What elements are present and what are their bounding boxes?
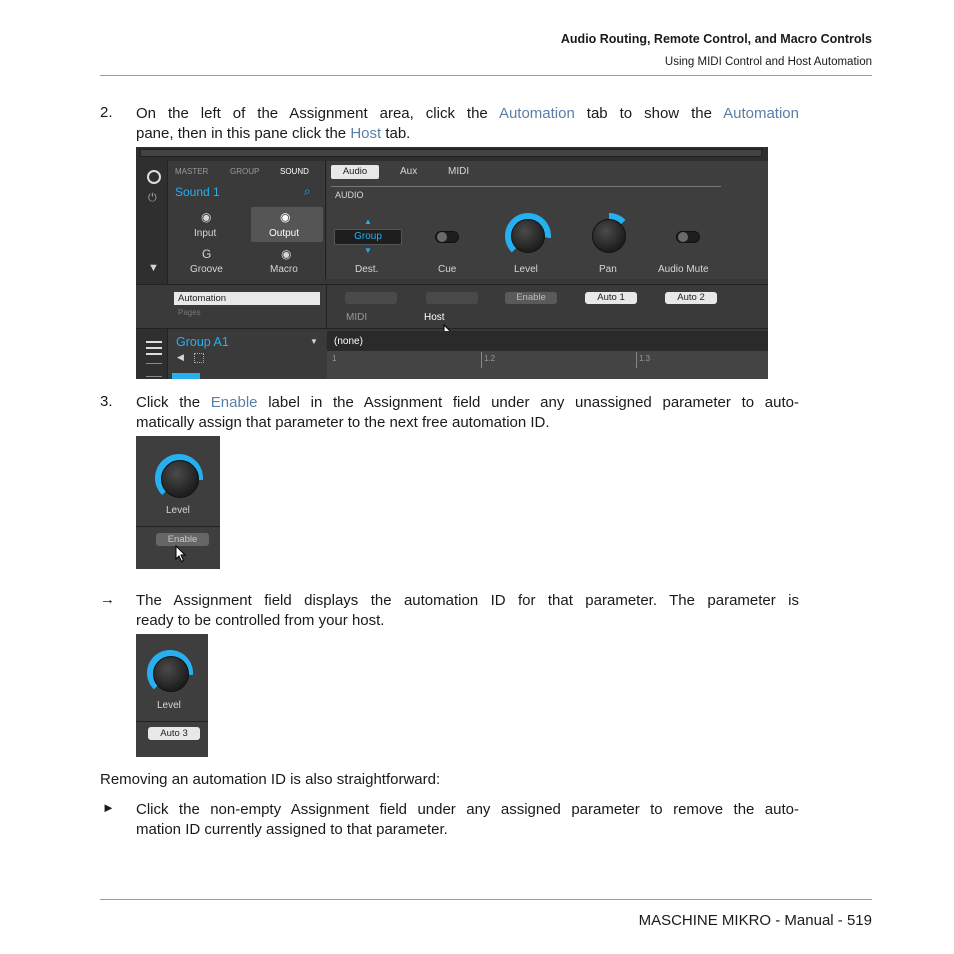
cue-toggle[interactable] (435, 231, 459, 243)
audio-icon[interactable] (147, 170, 161, 184)
macro-icon: ◉ (281, 247, 292, 261)
module-macro[interactable]: Macro (270, 264, 298, 275)
assign-enable[interactable]: Enable (156, 533, 209, 546)
groove-icon: G (202, 247, 212, 261)
host-link[interactable]: Host (350, 125, 382, 142)
pad-color-swatch (172, 373, 200, 379)
footer-rule (100, 899, 872, 900)
tab-sound[interactable]: SOUND (280, 167, 309, 176)
tab-aux[interactable]: Aux (400, 166, 418, 177)
bullet-icon: ► (102, 800, 115, 815)
header-rule (100, 75, 872, 76)
step-3-text: Click the Enable label in the Assignment field under any unassigned parameter to auto- matically assign that parameter to the next free automation ID. (136, 394, 799, 431)
param-audio-mute: Audio Mute (658, 264, 709, 275)
result-arrow: → (100, 591, 115, 608)
maschine-screenshot (136, 147, 768, 379)
bullet-text: Click the non-empty Assignment field under any assigned parameter to remove the auto- mation ID currently assigned to that parameter. (136, 801, 799, 838)
speaker-icon[interactable]: ◀ (177, 352, 184, 362)
section-label: AUDIO (335, 190, 364, 200)
output-icon: ◉ (280, 210, 291, 224)
tab-audio[interactable]: Audio (331, 165, 379, 179)
chapter-title: Audio Routing, Remote Control, and Macro Controls (560, 32, 872, 46)
step-number: 3. (100, 393, 113, 410)
assign-pan-auto1[interactable]: Auto 1 (585, 292, 637, 304)
removing-text: Removing an automation ID is also straightforward: (100, 771, 441, 788)
param-dest: Dest. (355, 264, 379, 275)
param-level: Level (166, 505, 190, 516)
group-name[interactable]: Group A1 (176, 335, 229, 349)
mouse-cursor-icon (175, 545, 187, 563)
pan-knob[interactable] (592, 219, 626, 253)
grid-small-icon[interactable] (194, 353, 204, 363)
module-input[interactable]: Input (194, 228, 217, 239)
level-knob[interactable] (153, 656, 189, 692)
assign-cue-empty[interactable] (426, 292, 478, 304)
level-knob[interactable] (511, 219, 545, 253)
sound-name[interactable]: Sound 1 (175, 185, 220, 199)
dest-selector[interactable]: Group (334, 229, 402, 245)
assign-level-enable[interactable]: Enable (505, 292, 557, 304)
pages-label: Pages (178, 308, 201, 317)
timeline-mark: 1.2 (484, 354, 496, 363)
dest-up-icon[interactable]: ▲ (364, 217, 372, 226)
assign-mute-auto2[interactable]: Auto 2 (665, 292, 717, 304)
param-cue: Cue (438, 264, 457, 275)
enable-link[interactable]: Enable (210, 394, 258, 411)
list-icon[interactable] (146, 341, 162, 355)
assign-dest-empty[interactable] (345, 292, 397, 304)
pattern-none[interactable]: (none) (334, 336, 363, 347)
search-icon[interactable]: ⌕ (304, 184, 311, 198)
module-groove[interactable]: Groove (190, 264, 223, 275)
module-output[interactable]: Output (269, 228, 300, 239)
plug-icon[interactable]: ⏻ (148, 192, 157, 204)
automation-link[interactable]: Automation (498, 105, 575, 122)
step-2-text: On the left of the Assignment area, click the Automation tab to show the Automation pane, then in this pane click the Host tab. (136, 105, 799, 142)
tab-midi[interactable]: MIDI (448, 166, 470, 177)
step-number: 2. (100, 104, 113, 121)
assign-auto3[interactable]: Auto 3 (148, 727, 200, 740)
down-arrow-icon[interactable]: ▼ (148, 262, 159, 274)
page-footer: MASCHINE MIKRO - Manual - 519 (638, 912, 872, 929)
timeline-mark: 1 (332, 354, 337, 363)
result-text: The Assignment field displays the automation ID for that parameter. The parameter is ready to be controlled from your host. (136, 592, 799, 629)
param-level: Level (157, 700, 181, 711)
automation-tab[interactable]: Automation (174, 292, 320, 305)
level-knob[interactable] (161, 460, 199, 498)
tab-group[interactable]: GROUP (230, 167, 260, 176)
audio-mute-toggle[interactable] (676, 231, 700, 243)
enable-crop-screenshot (136, 436, 220, 569)
param-pan: Pan (599, 264, 617, 275)
timeline-mark: 1.3 (639, 354, 651, 363)
subtab-midi[interactable]: MIDI (346, 312, 368, 323)
subtab-host[interactable]: Host (424, 312, 445, 323)
tab-master[interactable]: MASTER (175, 167, 209, 176)
section-subtitle: Using MIDI Control and Host Automation (664, 56, 872, 68)
dest-down-icon[interactable]: ▼ (364, 246, 372, 255)
param-level: Level (514, 264, 538, 275)
grid-icon[interactable] (146, 363, 162, 377)
group-dropdown-icon[interactable]: ▼ (310, 337, 318, 346)
input-icon: ◉ (201, 210, 212, 224)
automation-link[interactable]: Automation (723, 105, 799, 122)
auto-crop-screenshot (136, 634, 208, 757)
